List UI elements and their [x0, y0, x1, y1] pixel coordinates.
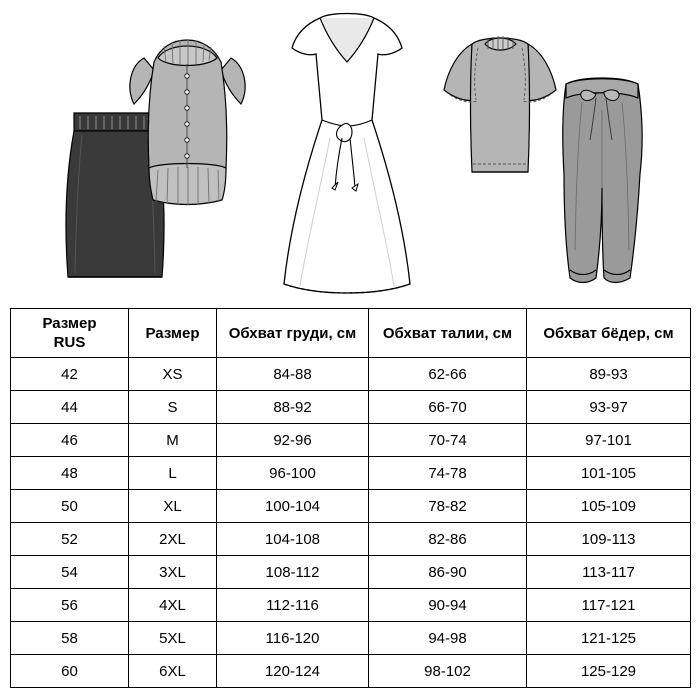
cell-chest: 96-100	[217, 457, 369, 490]
cell-chest: 100-104	[217, 490, 369, 523]
cell-waist: 66-70	[369, 391, 527, 424]
table-row	[11, 391, 691, 424]
cell-hips: 109-113	[527, 523, 691, 556]
cell-size-rus: 42	[11, 358, 129, 391]
dress-illustration	[272, 8, 422, 303]
table-row	[11, 358, 691, 391]
cell-chest: 112-116	[217, 589, 369, 622]
blouse-illustration	[120, 18, 255, 218]
cell-hips: 113-117	[527, 556, 691, 589]
cell-hips: 101-105	[527, 457, 691, 490]
cell-size-rus: 58	[11, 622, 129, 655]
cell-size-rus: 48	[11, 457, 129, 490]
cell-size: 5XL	[129, 622, 217, 655]
cell-size: XL	[129, 490, 217, 523]
cell-chest: 92-96	[217, 424, 369, 457]
cell-hips: 105-109	[527, 490, 691, 523]
cell-size-rus: 54	[11, 556, 129, 589]
cell-hips: 89-93	[527, 358, 691, 391]
cell-size: M	[129, 424, 217, 457]
cell-size-rus: 56	[11, 589, 129, 622]
cell-waist: 98-102	[369, 655, 527, 688]
table-row	[11, 424, 691, 457]
cell-size: 2XL	[129, 523, 217, 556]
cell-size: 4XL	[129, 589, 217, 622]
cell-hips: 117-121	[527, 589, 691, 622]
header-waist: Обхват талии, см	[369, 309, 527, 358]
table-row	[11, 556, 691, 589]
top-illustration	[440, 18, 560, 203]
header-chest: Обхват груди, см	[217, 309, 369, 358]
table-row	[11, 490, 691, 523]
cell-waist: 78-82	[369, 490, 527, 523]
cell-chest: 108-112	[217, 556, 369, 589]
cell-hips: 121-125	[527, 622, 691, 655]
cell-waist: 82-86	[369, 523, 527, 556]
cell-waist: 74-78	[369, 457, 527, 490]
table-row	[11, 589, 691, 622]
cell-size: 6XL	[129, 655, 217, 688]
header-hips: Обхват бёдер, см	[527, 309, 691, 358]
pants-illustration	[548, 70, 658, 305]
header-size: Размер	[129, 309, 217, 358]
table-header-row	[11, 309, 691, 358]
cell-waist: 90-94	[369, 589, 527, 622]
table-row	[11, 457, 691, 490]
cell-chest: 120-124	[217, 655, 369, 688]
cell-size-rus: 52	[11, 523, 129, 556]
cell-size: S	[129, 391, 217, 424]
cell-chest: 104-108	[217, 523, 369, 556]
cell-size: XS	[129, 358, 217, 391]
cell-size-rus: 44	[11, 391, 129, 424]
cell-size: L	[129, 457, 217, 490]
table-row	[11, 523, 691, 556]
cell-size-rus: 46	[11, 424, 129, 457]
cell-size-rus: 50	[11, 490, 129, 523]
header-size-rus-line2: RUS	[53, 334, 86, 351]
cell-hips: 93-97	[527, 391, 691, 424]
cell-waist: 70-74	[369, 424, 527, 457]
table-row	[11, 655, 691, 688]
illustration-area	[0, 0, 700, 305]
cell-hips: 125-129	[527, 655, 691, 688]
header-size-rus-line1: Размер	[42, 315, 97, 332]
cell-hips: 97-101	[527, 424, 691, 457]
cell-size: 3XL	[129, 556, 217, 589]
cell-size-rus: 60	[11, 655, 129, 688]
size-table	[10, 308, 691, 688]
cell-waist: 94-98	[369, 622, 527, 655]
cell-chest: 88-92	[217, 391, 369, 424]
table-row	[11, 622, 691, 655]
cell-chest: 84-88	[217, 358, 369, 391]
cell-waist: 86-90	[369, 556, 527, 589]
header-size-rus	[11, 309, 129, 358]
cell-waist: 62-66	[369, 358, 527, 391]
cell-chest: 116-120	[217, 622, 369, 655]
